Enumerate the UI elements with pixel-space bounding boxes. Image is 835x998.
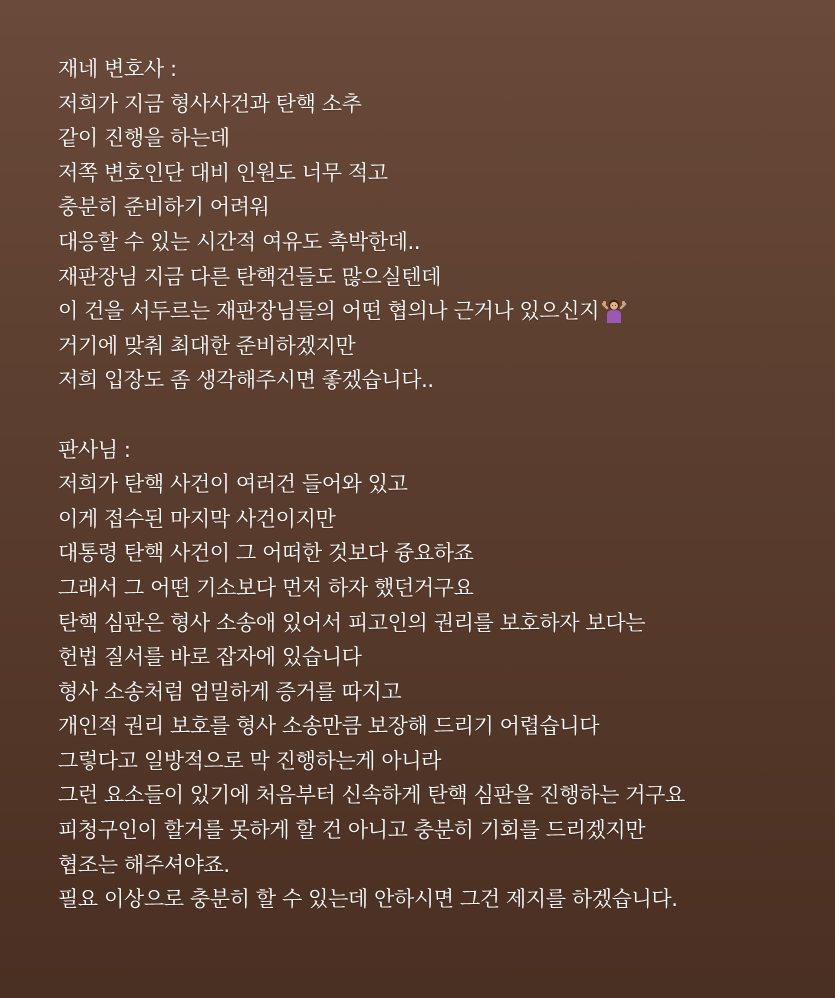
lawyer-line: 재판장님 지금 다른 탄핵건들도 많으실텐데 [58,264,442,289]
lawyer-line: 저희 입장도 좀 생각해주시면 좋겠습니다.. [58,368,434,393]
lawyer-line: 충분히 준비하기 어려워 [58,195,270,220]
judge-line: 헌법 질서를 바로 잡자에 있습니다 [58,645,362,670]
judge-line: 저희가 탄핵 사건이 여러건 들어와 있고 [58,472,408,497]
judge-line: 개인적 권리 보호를 형사 소송만큼 보장해 드리기 어렵습니다 [58,714,600,739]
shrug-woman-icon [601,297,627,334]
judge-line: 그런 요소들이 있기에 처음부터 신속하게 탄핵 심판을 진행하는 거구요 [58,783,685,808]
judge-line: 피청구인이 할거를 못하게 할 건 아니고 충분히 기회를 드리겠지만 [58,818,646,843]
lawyer-line: 이 건을 서두르는 재판장님들의 어떤 협의나 근거나 있으신지 [58,299,600,324]
lawyer-line: 같이 진행을 하는데 [58,126,230,151]
judge-line: 그래서 그 어떤 기소보다 먼저 하자 했던거구요 [58,575,474,600]
judge-line: 필요 이상으로 충분히 할 수 있는데 안하시면 그건 제지를 하겠습니다. [58,887,678,912]
lawyer-line: 저희가 지금 형사사건과 탄핵 소추 [58,91,362,116]
speaker-lawyer: 재네 변호사 : [58,57,177,81]
judge-line: 그렇다고 일방적으로 막 진행하는게 아니라 [58,748,442,773]
judge-line: 탄핵 심판은 형사 소송애 있어서 피고인의 권리를 보호하자 보다는 [58,610,646,635]
lawyer-line-with-emoji [58,294,795,329]
lawyer-line: 저쪽 변호인단 대비 인원도 너무 적고 [58,160,388,185]
speaker-judge: 판사님 : [58,437,131,462]
lawyer-line: 대응할 수 있는 시간적 여유도 촉박한데.. [58,229,421,254]
paragraph-gap [58,398,795,433]
lawyer-line: 거기에 맞춰 최대한 준비하겠지만 [58,333,356,358]
judge-line: 형사 소송처럼 엄밀하게 증거를 따지고 [58,679,402,704]
judge-line: 대통령 탄핵 사건이 그 어떠한 것보다 즁요하죠 [58,541,474,566]
judge-line: 협조는 해주셔야죠. [58,852,230,877]
judge-line: 이게 접수된 마지막 사건이지만 [58,506,336,531]
